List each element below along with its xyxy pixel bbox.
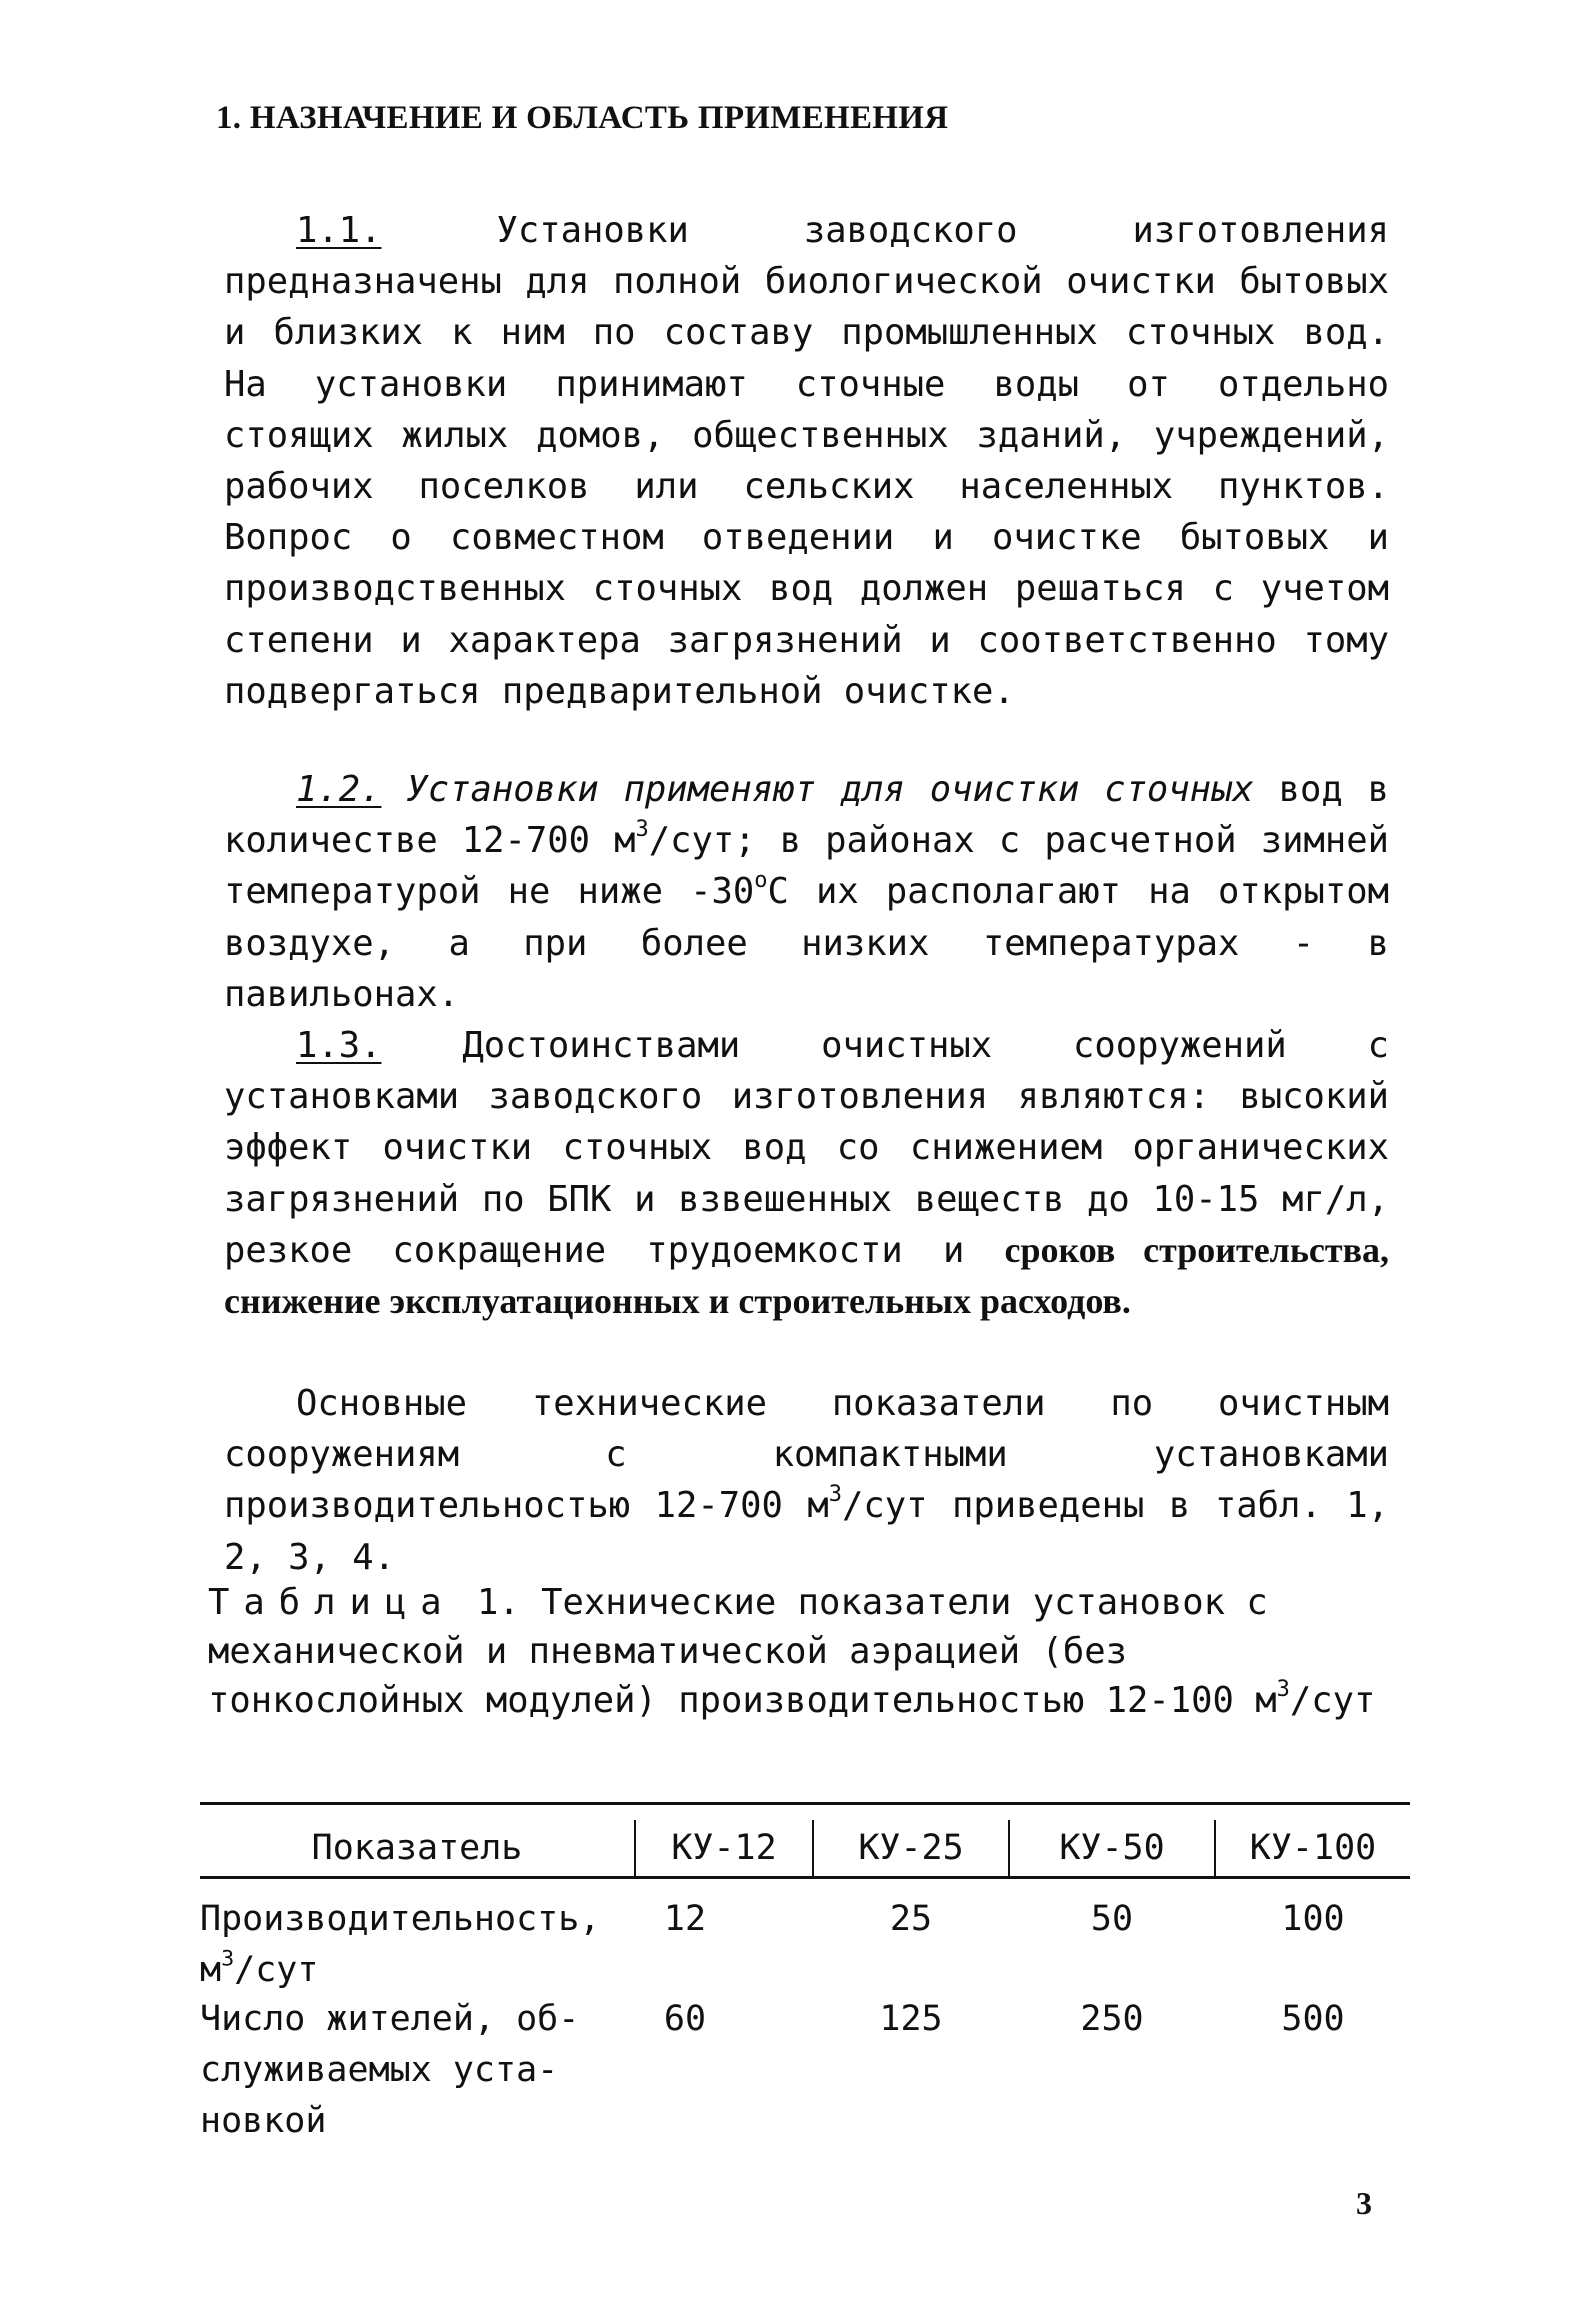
table-header-rule: [200, 1876, 1410, 1879]
table-cell: 500: [1281, 1999, 1345, 2039]
clause-text: Достоинствами очистных сооружений с установками заводского изготовления являются: высокий эффект очистки сточных вод со снижением органических загрязнений по БПК и взвешенных веществ до 10-15 мг/л, резкое сокращение трудоемкости и: [224, 1025, 1389, 1271]
row-label-text: м: [200, 1950, 222, 1990]
row-label: [200, 1894, 630, 1996]
superscript: 3: [221, 1946, 235, 1972]
row-label-text: /сут: [234, 1950, 319, 1990]
column-header: КУ-100: [1249, 1828, 1377, 1868]
column-header: Показатель: [311, 1828, 523, 1868]
table-cell: 250: [1080, 1999, 1144, 2039]
clause-1-1: [224, 205, 1389, 717]
clause-1-2: [224, 764, 1389, 1020]
clause-number: 1.2.: [296, 769, 382, 810]
row-label-text: служиваемых уста-: [200, 2050, 559, 2090]
table-cell: 100: [1281, 1899, 1345, 1939]
intro-paragraph: [224, 1378, 1389, 1583]
table-caption: [208, 1578, 1398, 1725]
column-header: КУ-25: [858, 1828, 964, 1868]
row-label-text: Число жителей, об-: [200, 1999, 580, 2039]
table-cell: 125: [879, 1999, 943, 2039]
clause-text: Установки заводского изготовления предназначены для полной биологической очистки бытовых и близких к ним по составу промышленных сточных вод. На установки принимают сточные воды от отдельно стоящих жилых домов, общественных зданий, учреждений, рабочих поселков или сельских населенных пунктов. Вопрос о совместном отведении и очистке бытовых и производственных сточных вод должен решаться с учетом степени и характера загрязнений и соответственно тому подвергаться предварительной очистке.: [224, 210, 1389, 712]
table-caption-label: Таблица: [208, 1582, 456, 1623]
table-cell: 60: [663, 1999, 707, 2039]
clause-text: С их располагают на открытом воздухе, а при более низких температурах - в павильонах.: [224, 871, 1389, 1015]
superscript: 3: [635, 817, 649, 843]
page-number: 3: [1356, 2185, 1372, 2221]
clause-text: Установки применяют для очистки сточных: [406, 769, 1254, 810]
row-label-text: Производительность,: [200, 1899, 601, 1939]
superscript: 3: [828, 1482, 843, 1508]
column-header: КУ-50: [1059, 1828, 1165, 1868]
column-header: КУ-12: [671, 1828, 777, 1868]
paragraph-text: Основные технические показатели по очистным сооружениям с компактными установками производительностью 12-700 м: [224, 1383, 1389, 1527]
table-caption-text: 1. Технические показатели установок с механической и пневматической аэрацией (без тонкослойных модулей) производительностью 12-100 м: [208, 1582, 1277, 1721]
section-heading: 1. НАЗНАЧЕНИЕ И ОБЛАСТЬ ПРИМЕНЕНИЯ: [216, 100, 949, 136]
table-cell: 12: [663, 1899, 707, 1939]
clause-text: вод в количестве 12-700 м: [224, 769, 1390, 862]
row-label-text: новкой: [200, 2101, 327, 2141]
superscript: 3: [1276, 1677, 1290, 1703]
paragraph-text: /сут приведены в табл. 1, 2, 3, 4.: [224, 1485, 1389, 1578]
clause-number: 1.3.: [296, 1025, 382, 1066]
indicators-table: [200, 1802, 1410, 2202]
row-label: [200, 1994, 630, 2147]
superscript: о: [754, 868, 768, 894]
clause-text: /сут; в районах с расчетной зимней температурой не ниже -30: [224, 820, 1389, 913]
clause-text-tail: сроков строительства, снижение эксплуатационных и строительных расходов.: [224, 1229, 1390, 1322]
table-caption-text: /сут: [1289, 1680, 1376, 1721]
table-cell: 25: [889, 1899, 933, 1939]
clause-1-3: [224, 1020, 1389, 1327]
table-top-rule: [200, 1802, 1410, 1805]
table-cell: 50: [1090, 1899, 1134, 1939]
clause-number: 1.1.: [296, 210, 382, 251]
